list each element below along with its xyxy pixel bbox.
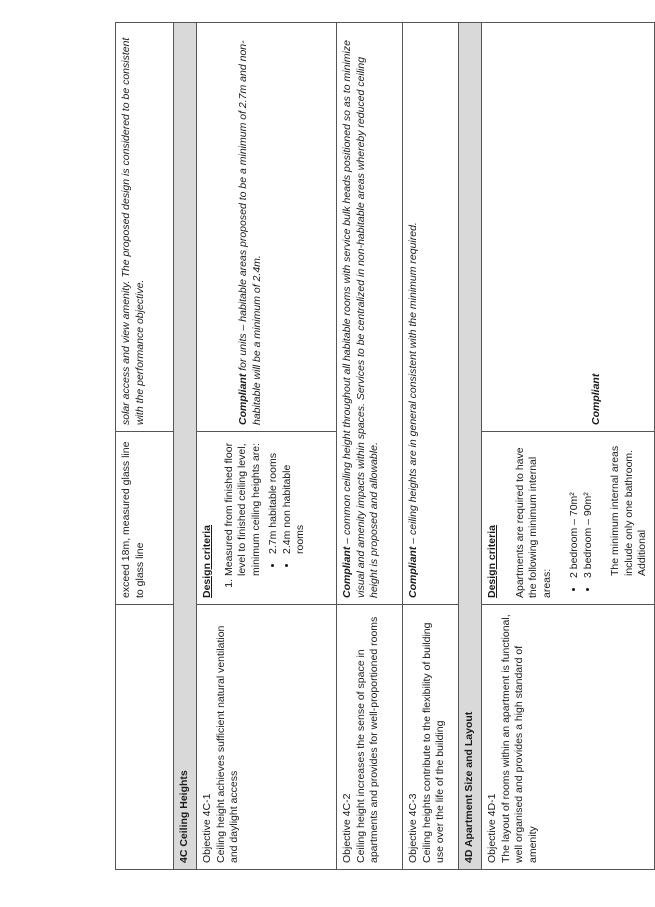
list-item: • 2.4m non habitable rooms [281, 438, 308, 554]
cell-empty [116, 605, 174, 870]
section-heading: 4C Ceiling Heights [174, 23, 197, 870]
cell-assessment: Compliant [482, 23, 655, 432]
table-row [403, 23, 459, 870]
cell-objective: Objective 4C-3 Ceiling heights contribute to the flexibility of building use over the life of the building [403, 605, 459, 870]
cell-objective: Objective 4C-2 Ceiling height increases the sense of space in apartments and provides for well-proportioned rooms [337, 605, 403, 870]
table-row [337, 23, 403, 870]
cell-assessment: Compliant – ceiling heights are in general consistent with the minimum required. [403, 23, 459, 605]
cell-assessment: Compliant – common ceiling height throughout all habitable rooms with service bulk heads positioned so as to minimize visual and amenity impacts within spaces. Services to be centralized in non-habitable areas whereby reduced ceiling height is proposed and allowable. [337, 23, 403, 605]
section-row-4d [459, 23, 482, 870]
cell-assessment: Compliant for units – habitable areas proposed to be a minimum of 2.7m and non-habitable will be a minimum of 2.4m. [197, 23, 337, 432]
list-item: 1. Measured from finished floor level to finished ceiling level, minimum ceiling heights are: • 2.7m habitable rooms • 2.4m non habitable rooms [223, 438, 308, 576]
list-item: • 2 bedroom – 70m² [568, 438, 582, 578]
list-item: • 2.7m habitable rooms [267, 438, 281, 554]
cell-design-criteria: Design criteria Apartments are required to have the following minimum internal areas: • 2 bedroom – 70m² • 3 bedroom – 90m² The minimum internal areas include only one bathroom. Additional [482, 432, 655, 605]
cell-text: exceed 18m, measured glass line to glass line [116, 432, 174, 605]
section-row-4c [174, 23, 197, 870]
cell-objective: Objective 4D-1 The layout of rooms within an apartment is functional, well organised and provides a high standard of amenity [482, 605, 655, 870]
cell-assessment: solar access and view amenity. The proposed design is considered to be consistent with the performance objective. [116, 23, 174, 432]
compliance-table [115, 22, 655, 870]
table-row [197, 23, 337, 870]
rotated-page [115, 23, 648, 870]
list-item: • 3 bedroom – 90m² [582, 438, 596, 578]
section-heading: 4D Apartment Size and Layout [459, 23, 482, 870]
table-row [482, 23, 655, 870]
cell-design-criteria: Design criteria 1. Measured from finished floor level to finished ceiling level, minimum ceiling heights are: • 2.7m habitable rooms • 2.4m non habitable rooms [197, 432, 337, 605]
cell-objective: Objective 4C-1 Ceiling height achieves sufficient natural ventilation and daylight access [197, 605, 337, 870]
table-row [116, 23, 174, 870]
